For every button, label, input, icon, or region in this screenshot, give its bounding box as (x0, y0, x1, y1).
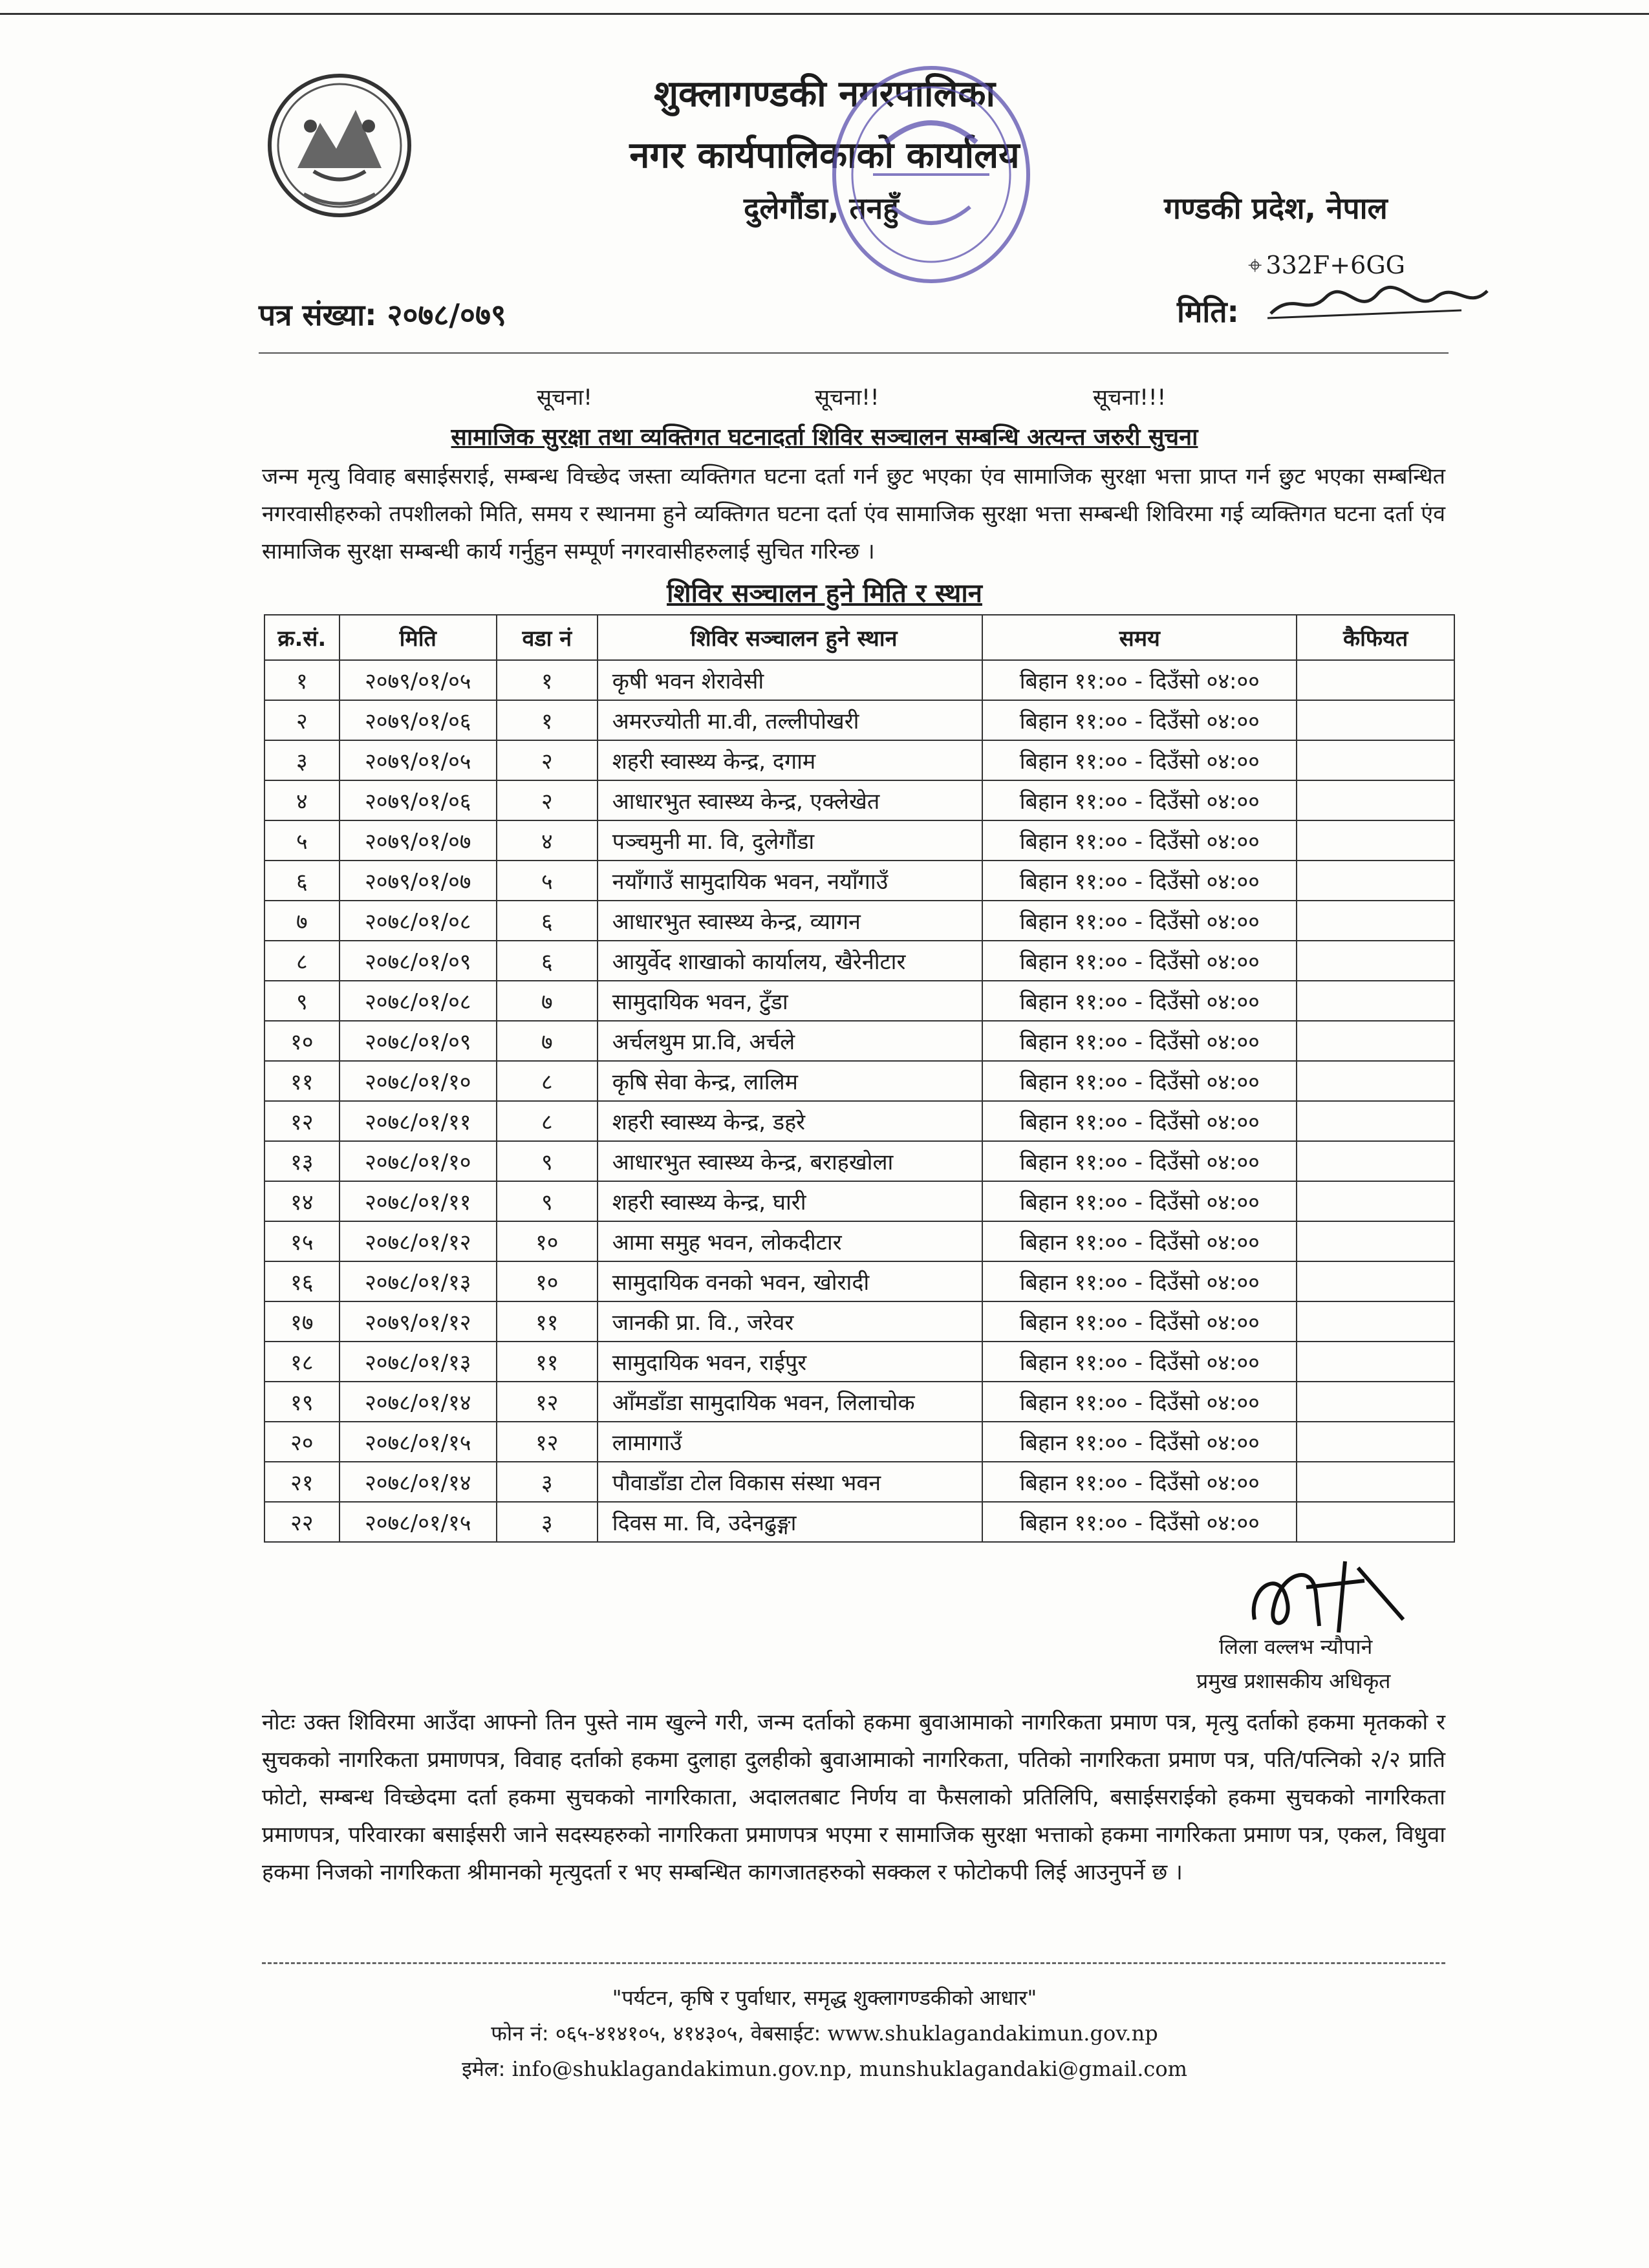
cell-serial: १२ (264, 1101, 339, 1141)
cell-time: बिहान ११:०० - दिउँसो ०४:०० (982, 981, 1297, 1021)
cell-date: २०७८/०१/१५ (339, 1422, 497, 1462)
cell-ward: १२ (497, 1422, 598, 1462)
cell-place: कृषि सेवा केन्द्र, लालिम (598, 1061, 983, 1101)
header-divider (259, 352, 1449, 354)
requirements-note: नोटः उक्त शिविरमा आउँदा आफ्नो तिन पुस्ते नाम खुल्ने गरी, जन्म दर्ताको हकमा बुवाआमाको नागरिकता प्रमाण पत्र, मृत्यु दर्ताको हकमा मृतकको र सुचकको नागरिकता प्रमाणपत्र, विवाह दर्ताको हकमा दुलाहा दुलहीको बुवाआमाको नागरिकता, पतिको नागरिकता प्रमाण पत्र, पति/पत्निको २/२ प्राति फोटो, सम्बन्ध विच्छेदमा दर्ता हकमा सुचकको नागरिकाता, अदालतबाट निर्णय वा फैसलाको प्रतिलिपि, बसाईसराईको हकमा सुचकको नागरिकता प्रमाणपत्र, परिवारका बसाईसरी जाने सदस्यहरुको नागरिकता प्रमाणपत्र भएमा र सामाजिक सुरक्षा भत्ताको हकमा नागरिकता प्रमाण पत्र, एकल, विधुवा हकमा निजको नागरिकता श्रीमानको मृत्युदर्ता र भए सम्बन्धित कागजातहरुको सक्कल र फोटोकपी लिई आउनुपर्ने छ । (262, 1709, 1445, 1885)
table-row (264, 1382, 1454, 1422)
cell-place: नयाँगाउँ सामुदायिक भवन, नयाँगाउँ (598, 861, 983, 901)
cell-place: दिवस मा. वि, उदेनढुङ्गा (598, 1502, 983, 1542)
cell-time: बिहान ११:०० - दिउँसो ०४:०० (982, 941, 1297, 981)
org-name: शुक्लागण्डकी नगरपालिका (654, 73, 995, 115)
cell-serial: ३ (264, 740, 339, 780)
cell-date: २०७८/०१/१३ (339, 1342, 497, 1382)
table-row (264, 1261, 1454, 1301)
table-row (264, 1422, 1454, 1462)
cell-place: पञ्चमुनी मा. वि, दुलेगौंडा (598, 820, 983, 861)
cell-date: २०७८/०१/१० (339, 1141, 497, 1181)
table-row (264, 1462, 1454, 1502)
cell-serial: २२ (264, 1502, 339, 1542)
table-row (264, 981, 1454, 1021)
header-remarks: कैफियत (1297, 615, 1454, 660)
cell-remarks (1297, 1342, 1454, 1382)
cell-ward: ६ (497, 941, 598, 981)
cell-ward: ६ (497, 901, 598, 941)
cell-remarks (1297, 1021, 1454, 1061)
handwritten-date (1267, 278, 1494, 330)
cell-date: २०७८/०१/१० (339, 1061, 497, 1101)
cell-place: अर्चलथुम प्रा.वि, अर्चले (598, 1021, 983, 1061)
cell-date: २०७८/०१/०८ (339, 981, 497, 1021)
cell-serial: ६ (264, 861, 339, 901)
cell-time: बिहान ११:०० - दिउँसो ०४:०० (982, 861, 1297, 901)
handwritten-signature (1242, 1548, 1423, 1645)
notice-body: जन्म मृत्यु विवाह बसाईसराई, सम्बन्ध विच्छेद जस्ता व्यक्तिगत घटना दर्ता गर्न छुट भएका एंव सामाजिक सुरक्षा भत्ता प्राप्त गर्न छुट भएका सम्बन्धित नगरवासीहरुको तपशीलको मिति, समय र स्थानमा हुने व्यक्तिगत घटना दर्ता एंव सामाजिक सुरक्षा भत्ता सम्बन्धी शिविरमा गई व्यक्तिगत घटना दर्ता एंव सामाजिक सुरक्षा सम्बन्धी कार्य गर्नुहुन सम्पूर्ण नगरवासीहरुलाई सुचित गरिन्छ । (262, 464, 1445, 564)
table-row (264, 1101, 1454, 1141)
cell-serial: १४ (264, 1181, 339, 1221)
cell-place: आँमडाँडा सामुदायिक भवन, लिलाचोक (598, 1382, 983, 1422)
cell-ward: ७ (497, 1021, 598, 1061)
cell-remarks (1297, 1141, 1454, 1181)
cell-serial: १ (264, 660, 339, 700)
cell-serial: १९ (264, 1382, 339, 1422)
cell-serial: ७ (264, 901, 339, 941)
cell-date: २०७९/०१/०७ (339, 820, 497, 861)
cell-date: २०७८/०१/०८ (339, 901, 497, 941)
table-header-row (264, 615, 1454, 660)
cell-ward: ९ (497, 1181, 598, 1221)
cell-ward: ८ (497, 1061, 598, 1101)
cell-place: आमा समुह भवन, लोकदीटार (598, 1221, 983, 1261)
cell-time: बिहान ११:०० - दिउँसो ०४:०० (982, 1422, 1297, 1462)
cell-remarks (1297, 660, 1454, 700)
cell-place: आयुर्वेद शाखाको कार्यालय, खैरेनीटार (598, 941, 983, 981)
cell-remarks (1297, 820, 1454, 861)
cell-ward: १० (497, 1221, 598, 1261)
location-pin-icon: ⌖ (1248, 251, 1262, 279)
cell-date: २०७८/०१/०९ (339, 1021, 497, 1061)
cell-remarks (1297, 1261, 1454, 1301)
cell-remarks (1297, 1301, 1454, 1342)
cell-serial: २ (264, 700, 339, 740)
cell-place: सामुदायिक वनको भवन, खोरादी (598, 1261, 983, 1301)
cell-serial: १५ (264, 1221, 339, 1261)
notice-subject: सामाजिक सुरक्षा तथा व्यक्तिगत घटनादर्ता शिविर सञ्चालन सम्बन्धि अत्यन्त जरुरी सुचना (451, 424, 1198, 451)
table-row (264, 1181, 1454, 1221)
cell-time: बिहान ११:०० - दिउँसो ०४:०० (982, 700, 1297, 740)
table-row (264, 1342, 1454, 1382)
office-stamp-icon (795, 45, 1067, 304)
footer-email: इमेल: info@shuklagandakimun.gov.np, munshuklagandaki@gmail.com (462, 2057, 1187, 2081)
cell-place: शहरी स्वास्थ्य केन्द्र, घारी (598, 1181, 983, 1221)
cell-date: २०७९/०१/०६ (339, 780, 497, 820)
cell-serial: ५ (264, 820, 339, 861)
cell-place: अमरज्योती मा.वी, तल्लीपोखरी (598, 700, 983, 740)
table-row (264, 660, 1454, 700)
reference-number: पत्र संख्या: २०७८/०७९ (259, 297, 506, 332)
cell-time: बिहान ११:०० - दिउँसो ०४:०० (982, 1342, 1297, 1382)
cell-place: शहरी स्वास्थ्य केन्द्र, डहरे (598, 1101, 983, 1141)
footer-contact: फोन नं: ०६५-४१४१०५, ४१४३०५, वेबसाईट: www.shuklagandakimun.gov.np (491, 2021, 1158, 2046)
office-name: नगर कार्यपालिकाको कार्यालय (629, 134, 1020, 177)
cell-serial: १३ (264, 1141, 339, 1181)
signatory-name: लिला वल्लभ न्यौपाने (1219, 1634, 1373, 1659)
table-row (264, 1061, 1454, 1101)
cell-ward: १० (497, 1261, 598, 1301)
cell-time: बिहान ११:०० - दिउँसो ०४:०० (982, 740, 1297, 780)
cell-ward: ४ (497, 820, 598, 861)
cell-place: आधारभुत स्वास्थ्य केन्द्र, व्यागन (598, 901, 983, 941)
cell-date: २०७८/०१/१२ (339, 1221, 497, 1261)
cell-place: लामागाउँ (598, 1422, 983, 1462)
cell-ward: ११ (497, 1301, 598, 1342)
cell-remarks (1297, 740, 1454, 780)
table-row (264, 740, 1454, 780)
cell-date: २०७८/०१/१४ (339, 1462, 497, 1502)
cell-date: २०७९/०१/०७ (339, 861, 497, 901)
table-row (264, 1021, 1454, 1061)
cell-remarks (1297, 1382, 1454, 1422)
cell-remarks (1297, 1221, 1454, 1261)
cell-remarks (1297, 1061, 1454, 1101)
table-row (264, 1502, 1454, 1542)
cell-ward: १२ (497, 1382, 598, 1422)
cell-serial: ९ (264, 981, 339, 1021)
cell-place: सामुदायिक भवन, राईपुर (598, 1342, 983, 1382)
cell-ward: ८ (497, 1101, 598, 1141)
cell-remarks (1297, 1462, 1454, 1502)
top-rule (0, 13, 1649, 15)
table-row (264, 901, 1454, 941)
footer-motto: "पर्यटन, कृषि र पुर्वाधार, समृद्ध शुक्लागण्डकीको आधार" (612, 1985, 1037, 2010)
table-title: शिविर सञ्चालन हुने मिति र स्थान (667, 579, 982, 608)
cell-place: शहरी स्वास्थ्य केन्द्र, दगाम (598, 740, 983, 780)
cell-remarks (1297, 981, 1454, 1021)
table-row (264, 700, 1454, 740)
cell-time: बिहान ११:०० - दिउँसो ०४:०० (982, 1141, 1297, 1181)
cell-date: २०७८/०१/१५ (339, 1502, 497, 1542)
camp-schedule-table (264, 614, 1455, 1543)
table-row (264, 1301, 1454, 1342)
table-row (264, 941, 1454, 981)
date-label: मिति: (1177, 294, 1239, 329)
cell-time: बिहान ११:०० - दिउँसो ०४:०० (982, 1462, 1297, 1502)
cell-time: बिहान ११:०० - दिउँसो ०४:०० (982, 1502, 1297, 1542)
table-row (264, 1141, 1454, 1181)
cell-serial: ४ (264, 780, 339, 820)
cell-time: बिहान ११:०० - दिउँसो ०४:०० (982, 1382, 1297, 1422)
cell-serial: १८ (264, 1342, 339, 1382)
cell-time: बिहान ११:०० - दिउँसो ०४:०० (982, 1181, 1297, 1221)
cell-place: सामुदायिक भवन, टुँडा (598, 981, 983, 1021)
table-row (264, 861, 1454, 901)
website-link[interactable]: www.shuklagandakimun.gov.np (827, 2021, 1158, 2046)
cell-serial: २१ (264, 1462, 339, 1502)
cell-remarks (1297, 901, 1454, 941)
cell-time: बिहान ११:०० - दिउँसो ०४:०० (982, 1021, 1297, 1061)
cell-ward: ३ (497, 1502, 598, 1542)
cell-ward: ३ (497, 1462, 598, 1502)
cell-place: जानकी प्रा. वि., जरेवर (598, 1301, 983, 1342)
header-serial: क्र.सं. (264, 615, 339, 660)
cell-serial: १६ (264, 1261, 339, 1301)
cell-date: २०७९/०१/०५ (339, 740, 497, 780)
office-address: दुलेगौंडा, तनहुँ (744, 191, 899, 226)
cell-ward: २ (497, 780, 598, 820)
cell-time: बिहान ११:०० - दिउँसो ०४:०० (982, 660, 1297, 700)
cell-ward: १ (497, 660, 598, 700)
cell-remarks (1297, 780, 1454, 820)
cell-ward: ११ (497, 1342, 598, 1382)
table-row (264, 1221, 1454, 1261)
cell-place: कृषी भवन शेरावेसी (598, 660, 983, 700)
cell-time: बिहान ११:०० - दिउँसो ०४:०० (982, 780, 1297, 820)
cell-time: बिहान ११:०० - दिउँसो ०४:०० (982, 901, 1297, 941)
signatory-title: प्रमुख प्रशासकीय अधिकृत (1196, 1669, 1391, 1693)
cell-serial: ११ (264, 1061, 339, 1101)
cell-ward: १ (497, 700, 598, 740)
header-time: समय (982, 615, 1297, 660)
cell-place: आधारभुत स्वास्थ्य केन्द्र, एक्लेखेत (598, 780, 983, 820)
cell-remarks (1297, 1502, 1454, 1542)
cell-date: २०७८/०१/१३ (339, 1261, 497, 1301)
cell-date: २०७९/०१/१२ (339, 1301, 497, 1342)
cell-remarks (1297, 941, 1454, 981)
cell-time: बिहान ११:०० - दिउँसो ०४:०० (982, 820, 1297, 861)
cell-time: बिहान ११:०० - दिउँसो ०४:०० (982, 1061, 1297, 1101)
cell-serial: १० (264, 1021, 339, 1061)
cell-date: २०७८/०१/११ (339, 1181, 497, 1221)
cell-date: २०७८/०१/११ (339, 1101, 497, 1141)
footer-divider (262, 1962, 1445, 1964)
header-date: मिति (339, 615, 497, 660)
cell-date: २०७८/०१/१४ (339, 1382, 497, 1422)
cell-time: बिहान ११:०० - दिउँसो ०४:०० (982, 1261, 1297, 1301)
cell-ward: ९ (497, 1141, 598, 1181)
cell-date: २०७९/०१/०६ (339, 700, 497, 740)
plus-code: ⌖ 332F+6GG (1248, 251, 1406, 279)
cell-remarks (1297, 700, 1454, 740)
cell-place: आधारभुत स्वास्थ्य केन्द्र, बराहखोला (598, 1141, 983, 1181)
table-row (264, 820, 1454, 861)
cell-remarks (1297, 861, 1454, 901)
cell-time: बिहान ११:०० - दिउँसो ०४:०० (982, 1221, 1297, 1261)
cell-ward: २ (497, 740, 598, 780)
cell-date: २०७८/०१/०९ (339, 941, 497, 981)
cell-place: पौवाडाँडा टोल विकास संस्था भवन (598, 1462, 983, 1502)
cell-date: २०७९/०१/०५ (339, 660, 497, 700)
cell-remarks (1297, 1422, 1454, 1462)
province-name: गण्डकी प्रदेश, नेपाल (1164, 191, 1388, 226)
email-link[interactable]: info@shuklagandakimun.gov.np, munshuklagandaki@gmail.com (512, 2057, 1187, 2081)
cell-serial: २० (264, 1422, 339, 1462)
cell-serial: १७ (264, 1301, 339, 1342)
cell-ward: ५ (497, 861, 598, 901)
cell-time: बिहान ११:०० - दिउँसो ०४:०० (982, 1301, 1297, 1342)
cell-time: बिहान ११:०० - दिउँसो ०४:०० (982, 1101, 1297, 1141)
header-ward: वडा नं (497, 615, 598, 660)
cell-ward: ७ (497, 981, 598, 1021)
header-place: शिविर सञ्चालन हुने स्थान (598, 615, 983, 660)
cell-serial: ८ (264, 941, 339, 981)
cell-remarks (1297, 1101, 1454, 1141)
table-row (264, 780, 1454, 820)
cell-remarks (1297, 1181, 1454, 1221)
